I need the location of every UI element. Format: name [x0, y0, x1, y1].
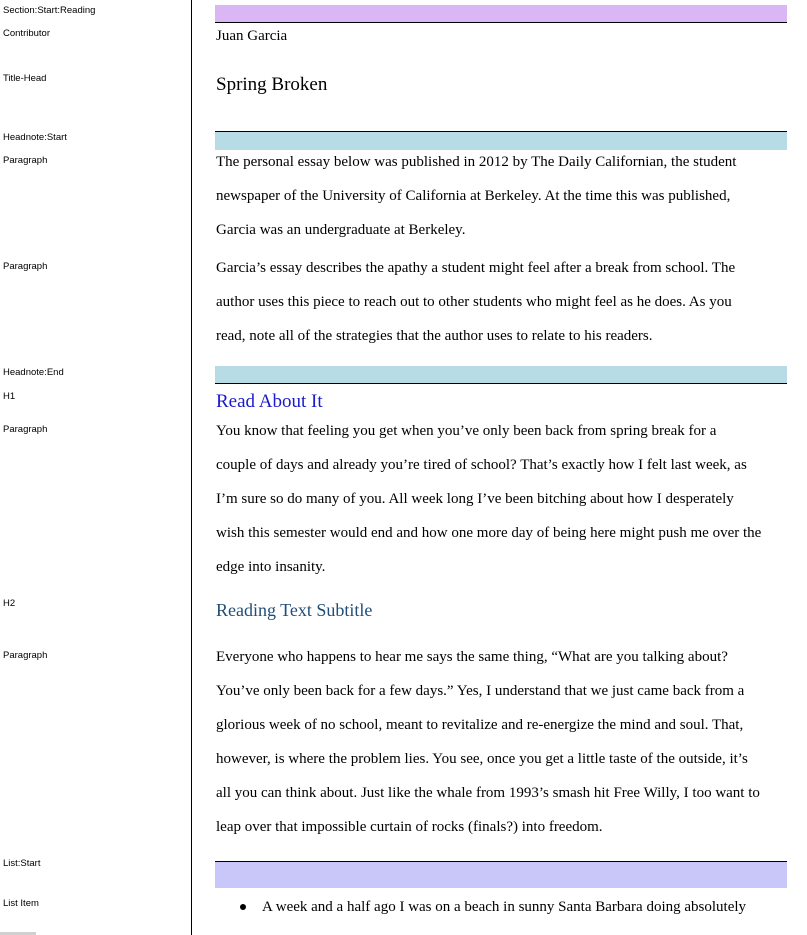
body-line: glorious week of no school, meant to revitalize and re-energize the mind and soul. That, [216, 717, 744, 733]
body-line: wish this semester would end and how one more day of being here might push me over the [216, 525, 762, 541]
style-tag-h2: H2 [3, 598, 16, 609]
heading-1: Read About It [216, 391, 323, 412]
section-start-band [215, 5, 787, 23]
list-item: A week and a half ago I was on a beach in sunny Santa Barbara doing absolutely [262, 899, 747, 915]
style-tag-list-item: List Item [3, 898, 39, 909]
style-tag-paragraph: Paragraph [3, 155, 48, 166]
headnote-start-band [215, 131, 787, 150]
style-tag-headnote-start: Headnote:Start [3, 132, 67, 143]
style-tag-h1: H1 [3, 391, 16, 402]
style-tag-paragraph: Paragraph [3, 650, 48, 661]
body-line: leap over that impossible curtain of rocks (finals?) into freedom. [216, 819, 603, 835]
gutter-divider [191, 0, 192, 935]
heading-2: Reading Text Subtitle [216, 600, 373, 620]
body-line: You’ve only been back for a few days.” Yes, I understand that we just came back from a [216, 683, 745, 699]
headnote-line: newspaper of the University of California at Berkeley. At the time this was published, [216, 188, 731, 204]
body-line: You know that feeling you get when you’ve only been back from spring break for a [216, 423, 717, 439]
body-line: I’m sure so do many of you. All week long I’ve been bitching about how I desperately [216, 491, 734, 507]
style-tag-list-start: List:Start [3, 858, 41, 869]
style-tag-paragraph: Paragraph [3, 424, 48, 435]
body-line: however, is where the problem lies. You see, once you get a little taste of the outside, it’s [216, 751, 748, 767]
style-tag-contributor: Contributor [3, 28, 50, 39]
body-line: all you can think about. Just like the whale from 1993’s smash hit Free Willy, I too want to [216, 785, 760, 801]
headnote-line: The personal essay below was published in 2012 by The Daily Californian, the student [216, 154, 737, 170]
style-tag-title-head: Title-Head [3, 73, 47, 84]
body-line: edge into insanity. [216, 559, 326, 575]
contributor-name: Juan Garcia [216, 28, 288, 44]
page-title: Spring Broken [216, 74, 328, 95]
headnote-line: read, note all of the strategies that the author uses to relate to his readers. [216, 328, 653, 344]
bullet-icon [240, 904, 246, 910]
style-tag-headnote-end: Headnote:End [3, 367, 64, 378]
headnote-line: Garcia’s essay describes the apathy a student might feel after a break from school. The [216, 260, 736, 276]
headnote-line: author uses this piece to reach out to other students who might feel as he does. As you [216, 294, 732, 310]
headnote-end-band [215, 366, 787, 384]
style-tag-paragraph: Paragraph [3, 261, 48, 272]
body-line: couple of days and already you’re tired of school? That’s exactly how I felt last week, as [216, 457, 747, 473]
headnote-line: Garcia was an undergraduate at Berkeley. [216, 222, 466, 238]
body-line: Everyone who happens to hear me says the same thing, “What are you talking about? [216, 649, 728, 665]
list-start-band [215, 861, 787, 888]
style-gutter [0, 0, 191, 935]
style-tag-section-start: Section:Start:Reading [3, 5, 96, 16]
